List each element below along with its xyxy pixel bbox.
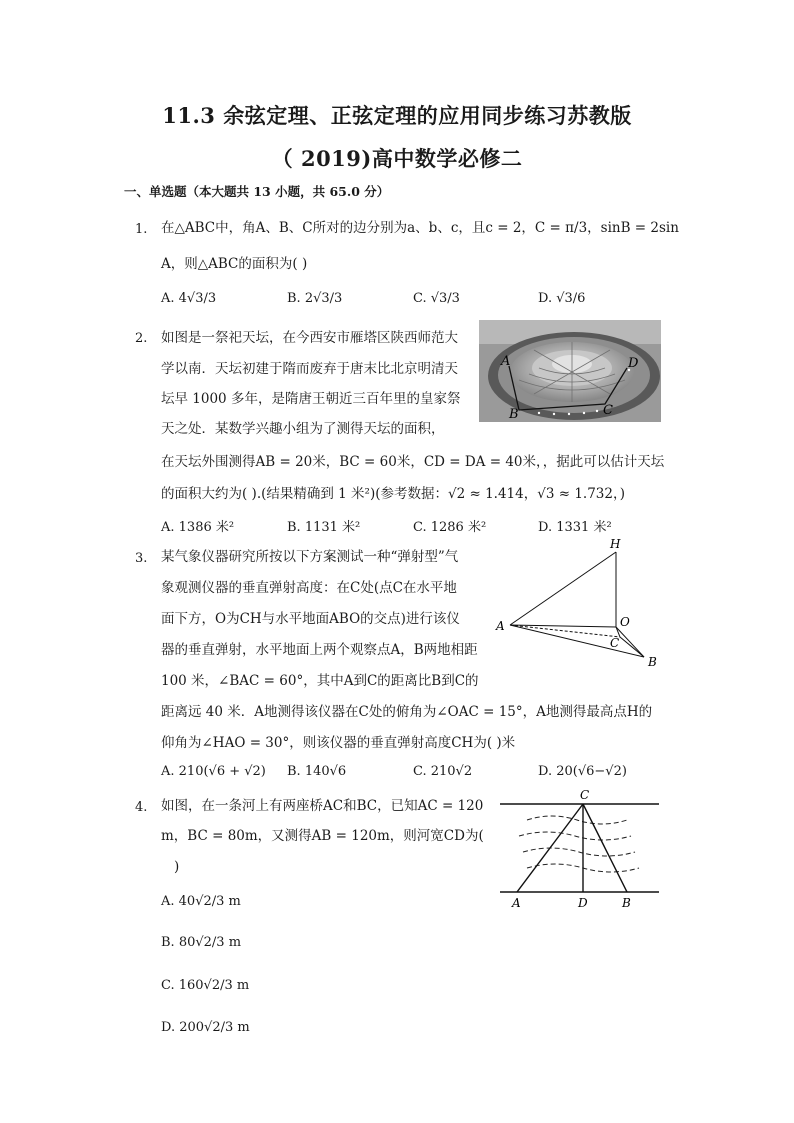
question-4-line-2: m，BC = 80m，又测得AB = 120m，则河宽CD为( — [161, 828, 484, 844]
question-3-diagram — [492, 535, 664, 670]
question-2-option-b: B. 1131 米² — [287, 520, 361, 535]
question-2-option-d: D. 1331 米² — [538, 520, 612, 535]
figure-3-label-b: B — [648, 655, 657, 669]
figure-2-label-d: D — [628, 356, 639, 371]
figure-4-label-c: C — [580, 788, 590, 802]
question-4-option-d: D. 200√2/3 m — [161, 1020, 250, 1035]
question-1-line-1: 在△ABC中，角A、B、C所对的边分别为a、b、c，且c = 2，C = π/3，sinB = 2sin — [161, 220, 679, 236]
question-4-river-diagram — [497, 786, 662, 914]
question-4-option-b: B. 80√2/3 m — [161, 935, 242, 950]
question-1-option-d: D. √3/6 — [538, 291, 586, 306]
figure-4-label-b: B — [622, 896, 631, 910]
document-title-line2: （ 2019)高中数学必修二 — [271, 146, 523, 171]
figure-4-label-a: A — [512, 896, 521, 910]
question-3-line-1: 某气象仪器研究所按以下方案测试一种“弹射型”气 — [161, 549, 459, 565]
question-3-option-c: C. 210√2 — [413, 764, 473, 779]
question-1-option-c: C. √3/3 — [413, 291, 460, 306]
figure-3-label-a: A — [496, 619, 505, 633]
question-1-number: 1. — [135, 222, 148, 237]
question-3-line-6: 距离远 40 米．A地测得该仪器在C处的俯角为∠OAC = 15°，A地测得最高点H的 — [161, 704, 653, 720]
question-2-line-3: 坛早 1000 多年，是隋唐王朝近三百年里的皇家祭 — [161, 391, 461, 407]
figure-3-label-o: O — [620, 615, 630, 629]
question-3-line-7: 仰角为∠HAO = 30°，则该仪器的垂直弹射高度CH为( )米 — [161, 735, 516, 751]
question-2-number: 2. — [135, 331, 148, 346]
question-3-option-b: B. 140√6 — [287, 764, 347, 779]
question-3-line-3: 面下方，O为CH与水平地面ABO的交点)进行该仪 — [161, 611, 460, 627]
question-1-option-b: B. 2√3/3 — [287, 291, 343, 306]
question-2-altar-photo — [479, 320, 661, 422]
question-2-line-5: 在天坛外围测得AB = 20米，BC = 60米，CD = DA = 40米，，据此可以估计天坛 — [161, 454, 665, 470]
question-3-option-d: D. 20(√6−√2) — [538, 764, 627, 779]
section-heading: 一、单选题（本大题共 13 小题，共 65.0 分） — [124, 184, 390, 199]
question-4-line-1: 如图，在一条河上有两座桥AC和BC，已知AC = 120 — [161, 798, 484, 814]
question-3-line-5: 100 米，∠BAC = 60°，其中A到C的距离比B到C的 — [161, 673, 479, 689]
question-1-option-a: A. 4√3/3 — [161, 291, 217, 306]
figure-4-label-d: D — [578, 896, 588, 910]
figure-2-label-b: B — [509, 407, 519, 422]
question-4-number: 4. — [135, 800, 148, 815]
question-4-option-c: C. 160√2/3 m — [161, 978, 250, 993]
figure-2-label-a: A — [501, 354, 511, 369]
document-title-line1: 11.3 余弦定理、正弦定理的应用同步练习苏教版 — [162, 103, 632, 128]
question-3-number: 3. — [135, 551, 148, 566]
question-3-line-2: 象观测仪器的垂直弹射高度：在C处(点C在水平地 — [161, 580, 457, 596]
figure-3-label-h: H — [610, 537, 621, 551]
question-3-line-4: 器的垂直弹射，水平地面上两个观察点A，B两地相距 — [161, 642, 478, 658]
question-1-line-2: A，则△ABC的面积为( ) — [161, 256, 308, 272]
question-4-line-3: ) — [174, 859, 180, 875]
question-4-option-a: A. 40√2/3 m — [161, 894, 241, 909]
question-2-line-6: 的面积大约为( ).(结果精确到 1 米²)(参考数据：√2 ≈ 1.414，√3 ≈ 1.732，) — [161, 486, 625, 502]
question-2-option-c: C. 1286 米² — [413, 520, 487, 535]
question-2-line-4: 天之处．某数学兴趣小组为了测得天坛的面积， — [161, 421, 445, 437]
question-2-option-a: A. 1386 米² — [161, 520, 235, 535]
figure-3-label-c: C — [610, 636, 620, 650]
figure-2-label-c: C — [603, 403, 613, 418]
question-3-option-a: A. 210(√6 + √2) — [161, 764, 266, 779]
question-2-line-1: 如图是一祭祀天坛，在今西安市雁塔区陕西师范大 — [161, 330, 458, 346]
question-2-line-2: 学以南．天坛初建于隋而废弃于唐末比北京明清天 — [161, 361, 458, 377]
